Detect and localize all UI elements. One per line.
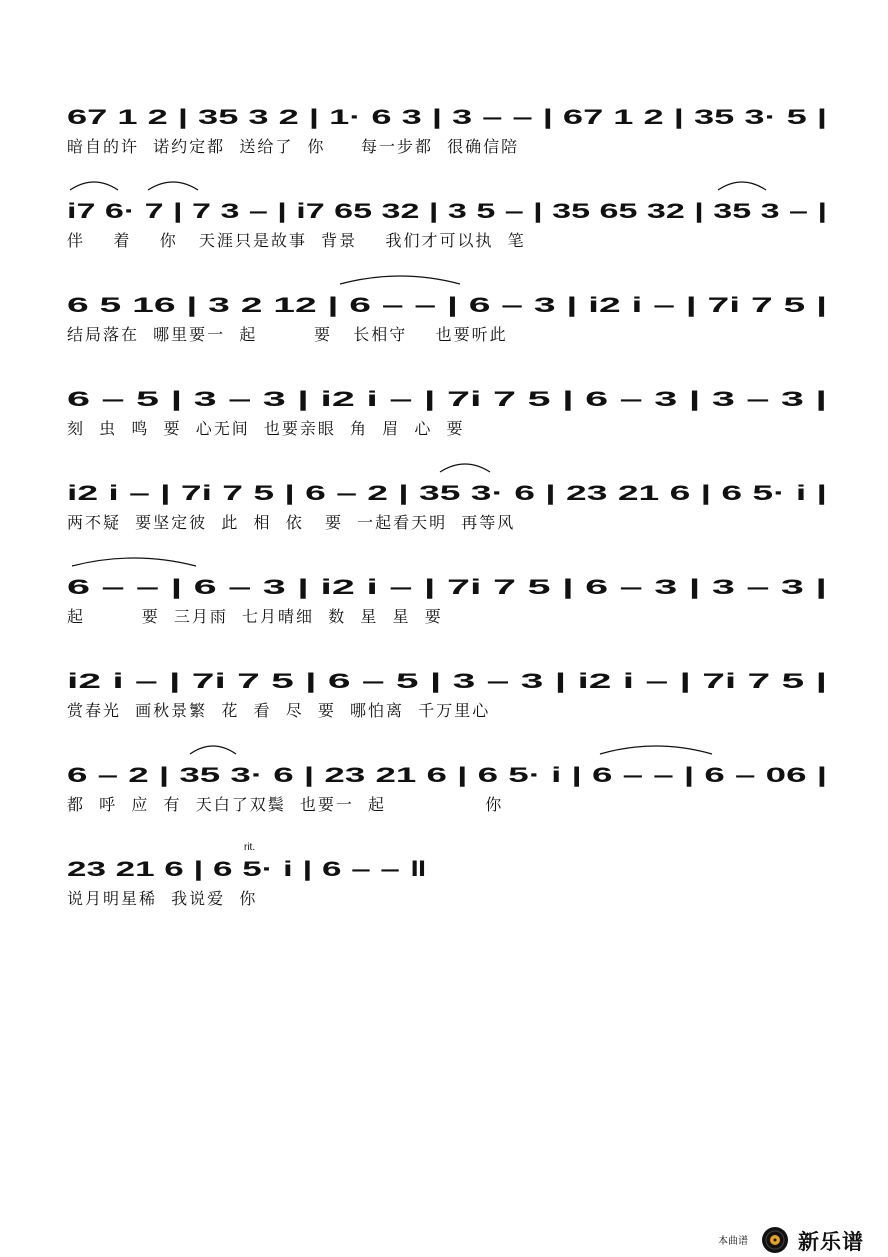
lyric-line: 说月明星稀 我说爱 你: [67, 889, 258, 908]
slur-mark: [190, 746, 236, 754]
lyric-line: 伴 着 你 天涯只是故事 背景 我们才可以执 笔: [67, 231, 526, 250]
note-sequence: i7 6· 7 | 7 3 – | i7 65 32 | 3 5 – | 35 65 32 | 35 3 – |: [67, 200, 827, 223]
lyric-line: 暗自的许 诺约定都 送给了 你 每一步都 很确信陪: [67, 137, 520, 156]
slur-mark: [70, 182, 118, 190]
footer-caption: 本曲谱: [718, 1236, 748, 1247]
note-sequence: i2 i – | 7i 7 5 | 6 – 2 | 35 3· 6 | 23 21 6 | 6 5· i |: [67, 482, 827, 505]
note-sequence: 6 – – | 6 – 3 | i2 i – | 7i 7 5 | 6 – 3 | 3 – 3 |: [67, 576, 827, 599]
lyric-line: 赏春光 画秋景繁 花 看 尽 要 哪怕离 千万里心: [67, 701, 491, 720]
lyric-line: 刻 虫 鸣 要 心无间 也要亲眼 角 眉 心 要: [67, 419, 465, 438]
slur-mark: [72, 558, 196, 566]
note-sequence: 6 – 5 | 3 – 3 | i2 i – | 7i 7 5 | 6 – 3 | 3 – 3 |: [67, 388, 827, 411]
lyric-line: 都 呼 应 有 天白了双鬓 也要一 起 你: [67, 795, 504, 814]
footer-brand: 新乐谱: [798, 1230, 864, 1254]
slur-mark: [340, 276, 460, 284]
slur-mark: [718, 182, 766, 190]
note-sequence: 6 – 2 | 35 3· 6 | 23 21 6 | 6 5· i | 6 – – | 6 – 06 |: [67, 764, 827, 787]
slur-mark: [600, 746, 712, 754]
lyric-line: 结局落在 哪里要一 起 要 长相守 也要听此: [67, 325, 508, 344]
note-sequence: i2 i – | 7i 7 5 | 6 – 5 | 3 – 3 | i2 i – | 7i 7 5 |: [67, 670, 827, 693]
lyric-line: 起 要 三月雨 七月晴细 数 星 星 要: [67, 607, 443, 626]
slur-mark: [148, 182, 198, 190]
ritardando-mark: rit.: [244, 842, 256, 853]
lyric-line: 两不疑 要坚定彼 此 相 依 要 一起看天明 再等风: [67, 513, 516, 532]
note-sequence: 67 1 2 | 35 3 2 | 1· 6 3 | 3 – – | 67 1 2 | 35 3· 5 |: [67, 106, 827, 129]
note-sequence: 23 21 6 | 6 5· i | 6 – – ‖: [67, 858, 427, 881]
note-sequence: 6 5 16 | 3 2 12 | 6 – – | 6 – 3 | i2 i – | 7i 7 5 |: [67, 294, 827, 317]
slur-mark: [440, 464, 490, 472]
